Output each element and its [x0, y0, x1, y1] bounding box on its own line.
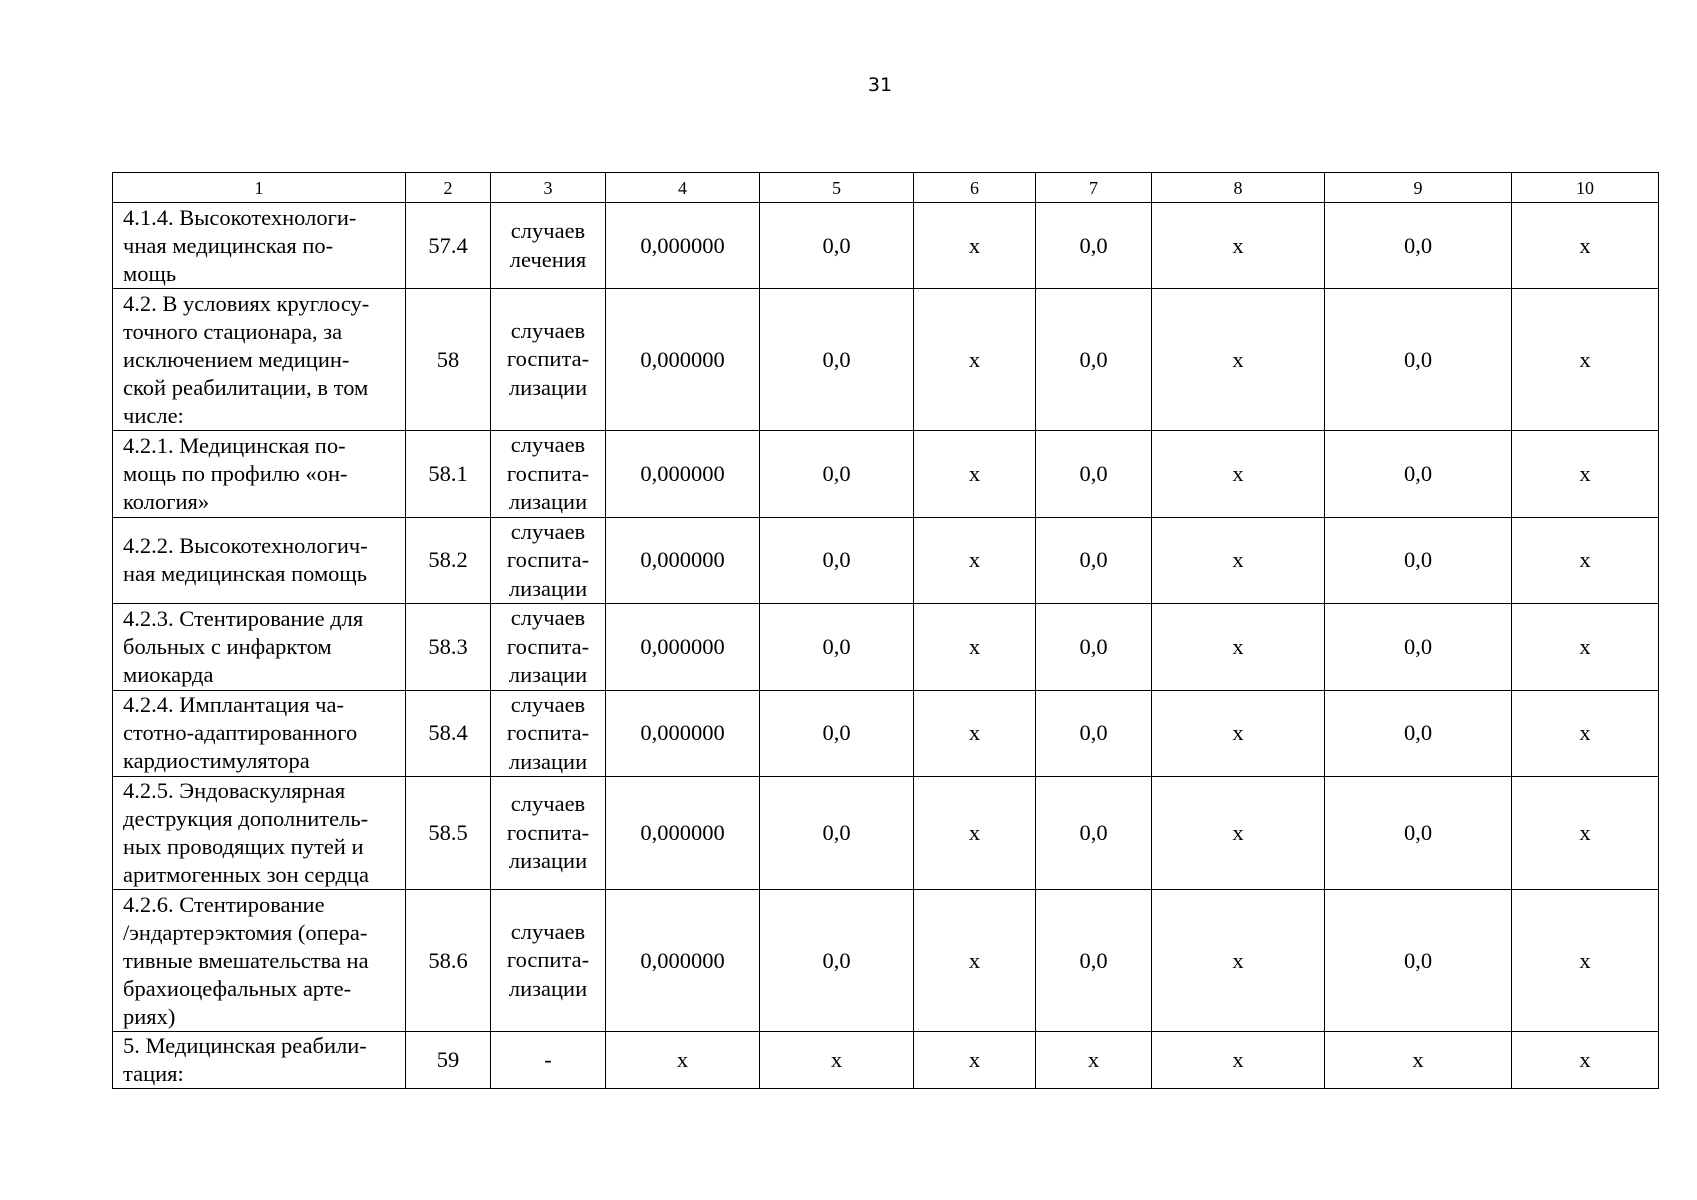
- row-value: 0,0: [1325, 203, 1512, 289]
- row-unit-line: лизации: [508, 575, 588, 601]
- row-name-line: исключением медицин-: [123, 346, 350, 372]
- row-value: 0,0: [760, 203, 914, 289]
- table-row: [113, 289, 1659, 431]
- row-value: 0,000000: [606, 203, 760, 289]
- row-name-line: 4.2.2. Высокотехнологич-: [123, 533, 368, 559]
- row-name: [113, 289, 406, 431]
- row-unit-line: лизации: [508, 489, 588, 514]
- row-value: 0,0: [760, 777, 914, 890]
- row-code: 58.1: [406, 431, 491, 518]
- column-number: 5: [760, 173, 914, 203]
- row-value: 0,000000: [606, 604, 760, 691]
- row-unit-line: случаев: [510, 432, 586, 457]
- row-name-line: брахиоцефальных арте-: [123, 975, 352, 1001]
- row-unit: [491, 431, 606, 518]
- column-number-row: [113, 173, 1659, 203]
- column-number: 8: [1152, 173, 1325, 203]
- row-name-line: мощь: [123, 260, 177, 286]
- row-unit: [491, 517, 606, 604]
- row-value: 0,0: [760, 289, 914, 431]
- row-value: х: [1152, 289, 1325, 431]
- row-name-line: 4.2.3. Стентирование для: [123, 605, 364, 631]
- table-row: [113, 517, 1659, 604]
- row-unit: [491, 203, 606, 289]
- row-code: 59: [406, 1032, 491, 1089]
- column-number: 9: [1325, 173, 1512, 203]
- row-value: х: [914, 431, 1036, 518]
- row-value: х: [1325, 1032, 1512, 1089]
- row-unit-line: лизации: [508, 374, 588, 400]
- row-unit-line: госпита-: [506, 346, 590, 372]
- row-name: [113, 690, 406, 777]
- row-value: 0,000000: [606, 289, 760, 431]
- row-value: 0,0: [1325, 517, 1512, 604]
- row-value: 0,000000: [606, 517, 760, 604]
- row-value: х: [1152, 777, 1325, 890]
- row-unit: [491, 777, 606, 890]
- row-value: х: [1512, 289, 1659, 431]
- row-unit-line: случаев: [510, 218, 586, 243]
- row-name-line: тация:: [123, 1061, 184, 1086]
- row-value: 0,0: [1325, 690, 1512, 777]
- row-unit-line: случаев: [510, 605, 586, 630]
- row-value: х: [914, 203, 1036, 289]
- row-name-line: чная медицинская по-: [123, 232, 334, 258]
- row-name: [113, 431, 406, 518]
- table-row: [113, 203, 1659, 289]
- row-name-line: 4.2. В условиях круглосу-: [123, 290, 370, 316]
- row-name: [113, 1032, 406, 1089]
- row-value: х: [1512, 203, 1659, 289]
- row-value: 0,0: [1036, 431, 1152, 518]
- row-name-line: аритмогенных зон сердца: [123, 862, 369, 887]
- row-value: х: [1152, 604, 1325, 691]
- table-row: [113, 1032, 1659, 1089]
- row-unit-line: случаев: [510, 317, 586, 343]
- row-name-line: мощь по профилю «он-: [123, 460, 348, 486]
- row-value: 0,0: [1325, 890, 1512, 1032]
- row-value: 0,000000: [606, 777, 760, 890]
- row-value: х: [760, 1032, 914, 1089]
- row-value: 0,0: [760, 890, 914, 1032]
- row-name: [113, 604, 406, 691]
- row-name-line: стотно-адаптированного: [123, 720, 358, 746]
- row-value: 0,0: [760, 431, 914, 518]
- column-number: 4: [606, 173, 760, 203]
- row-name: [113, 203, 406, 289]
- row-unit-line: -: [544, 1046, 552, 1072]
- row-value: х: [914, 690, 1036, 777]
- row-value: 0,0: [1325, 777, 1512, 890]
- row-name-line: ных проводящих путей и: [123, 834, 364, 859]
- row-code: 58.6: [406, 890, 491, 1032]
- row-value: 0,0: [1036, 203, 1152, 289]
- row-value: 0,0: [1325, 604, 1512, 691]
- row-name: [113, 517, 406, 604]
- row-value: х: [1512, 1032, 1659, 1089]
- row-name-line: 4.1.4. Высокотехнологи-: [123, 204, 357, 230]
- row-value: 0,0: [1036, 517, 1152, 604]
- row-name-line: риях): [123, 1003, 176, 1029]
- row-value: 0,0: [1036, 604, 1152, 691]
- column-number: 2: [406, 173, 491, 203]
- row-unit-line: лизации: [508, 975, 588, 1001]
- row-value: 0,0: [1325, 289, 1512, 431]
- row-code: 58.2: [406, 517, 491, 604]
- row-value: 0,000000: [606, 890, 760, 1032]
- row-value: 0,0: [760, 517, 914, 604]
- row-unit: [491, 604, 606, 691]
- row-unit: [491, 890, 606, 1032]
- row-value: х: [1152, 431, 1325, 518]
- row-unit: [491, 690, 606, 777]
- row-value: х: [1152, 1032, 1325, 1089]
- column-number: 3: [491, 173, 606, 203]
- table-row: [113, 431, 1659, 518]
- row-unit-line: случаев: [510, 518, 586, 544]
- row-name-line: точного стационара, за: [123, 318, 343, 344]
- row-value: 0,0: [760, 604, 914, 691]
- row-value: х: [1512, 604, 1659, 691]
- column-number: 7: [1036, 173, 1152, 203]
- row-unit-line: лизации: [508, 748, 588, 774]
- row-code: 58: [406, 289, 491, 431]
- row-code: 57.4: [406, 203, 491, 289]
- table-row: [113, 777, 1659, 890]
- row-name-line: ная медицинская помощь: [123, 561, 368, 587]
- row-name-line: числе:: [123, 402, 184, 428]
- row-unit: [491, 1032, 606, 1089]
- row-unit-line: госпита-: [506, 633, 590, 659]
- row-unit-line: лечения: [509, 246, 587, 272]
- row-unit-line: лизации: [508, 848, 588, 874]
- row-value: х: [1512, 517, 1659, 604]
- table-row: [113, 690, 1659, 777]
- page-number: 31: [867, 74, 893, 96]
- row-unit-line: госпита-: [506, 819, 590, 845]
- row-value: х: [914, 604, 1036, 691]
- row-value: 0,0: [760, 690, 914, 777]
- row-value: х: [914, 517, 1036, 604]
- row-name: [113, 890, 406, 1032]
- row-unit-line: госпита-: [506, 460, 590, 486]
- row-name: [113, 777, 406, 890]
- row-unit-line: госпита-: [506, 720, 590, 745]
- row-name-line: деструкция дополнитель-: [123, 806, 369, 831]
- row-value: х: [914, 890, 1036, 1032]
- row-name-line: тивные вмешательства на: [123, 947, 369, 973]
- row-unit-line: случаев: [510, 918, 586, 944]
- row-name-line: кология»: [123, 488, 210, 514]
- row-value: х: [1152, 517, 1325, 604]
- row-value: 0,000000: [606, 431, 760, 518]
- row-code: 58.3: [406, 604, 491, 691]
- row-name-line: миокарда: [123, 661, 214, 687]
- column-number: 1: [113, 173, 406, 203]
- row-value: х: [1152, 890, 1325, 1032]
- row-value: 0,0: [1036, 289, 1152, 431]
- table-row: [113, 890, 1659, 1032]
- row-name-line: 5. Медицинская реабили-: [123, 1033, 367, 1058]
- table-row: [113, 604, 1659, 691]
- row-name-line: 4.2.6. Стентирование: [123, 891, 325, 917]
- row-unit-line: лизации: [508, 662, 588, 687]
- row-value: 0,0: [1036, 690, 1152, 777]
- row-value: х: [914, 777, 1036, 890]
- row-value: х: [1152, 203, 1325, 289]
- row-value: х: [1512, 431, 1659, 518]
- row-value: х: [606, 1032, 760, 1089]
- row-name-line: больных с инфарктом: [123, 633, 332, 659]
- row-name-line: /эндартерэктомия (опера-: [123, 919, 368, 945]
- row-value: 0,0: [1325, 431, 1512, 518]
- column-number: 10: [1512, 173, 1659, 203]
- row-value: х: [1152, 690, 1325, 777]
- row-unit-line: случаев: [510, 791, 586, 817]
- row-name-line: 4.2.4. Имплантация ча-: [123, 692, 344, 718]
- row-value: х: [1512, 890, 1659, 1032]
- row-unit-line: случаев: [510, 691, 586, 717]
- row-value: х: [1512, 777, 1659, 890]
- row-unit-line: госпита-: [506, 547, 590, 572]
- row-value: 0,000000: [606, 690, 760, 777]
- row-unit-line: госпита-: [506, 947, 590, 973]
- row-value: х: [914, 1032, 1036, 1089]
- row-value: 0,0: [1036, 890, 1152, 1032]
- data-table: [112, 172, 1659, 1089]
- row-value: х: [1036, 1032, 1152, 1089]
- row-name-line: 4.2.1. Медицинская по-: [123, 432, 346, 458]
- row-code: 58.5: [406, 777, 491, 890]
- row-name-line: ской реабилитации, в том: [123, 374, 369, 400]
- column-number: 6: [914, 173, 1036, 203]
- row-value: 0,0: [1036, 777, 1152, 890]
- row-value: х: [1512, 690, 1659, 777]
- row-code: 58.4: [406, 690, 491, 777]
- row-unit: [491, 289, 606, 431]
- row-name-line: кардиостимулятора: [123, 748, 310, 774]
- row-value: х: [914, 289, 1036, 431]
- row-name-line: 4.2.5. Эндоваскулярная: [123, 778, 346, 803]
